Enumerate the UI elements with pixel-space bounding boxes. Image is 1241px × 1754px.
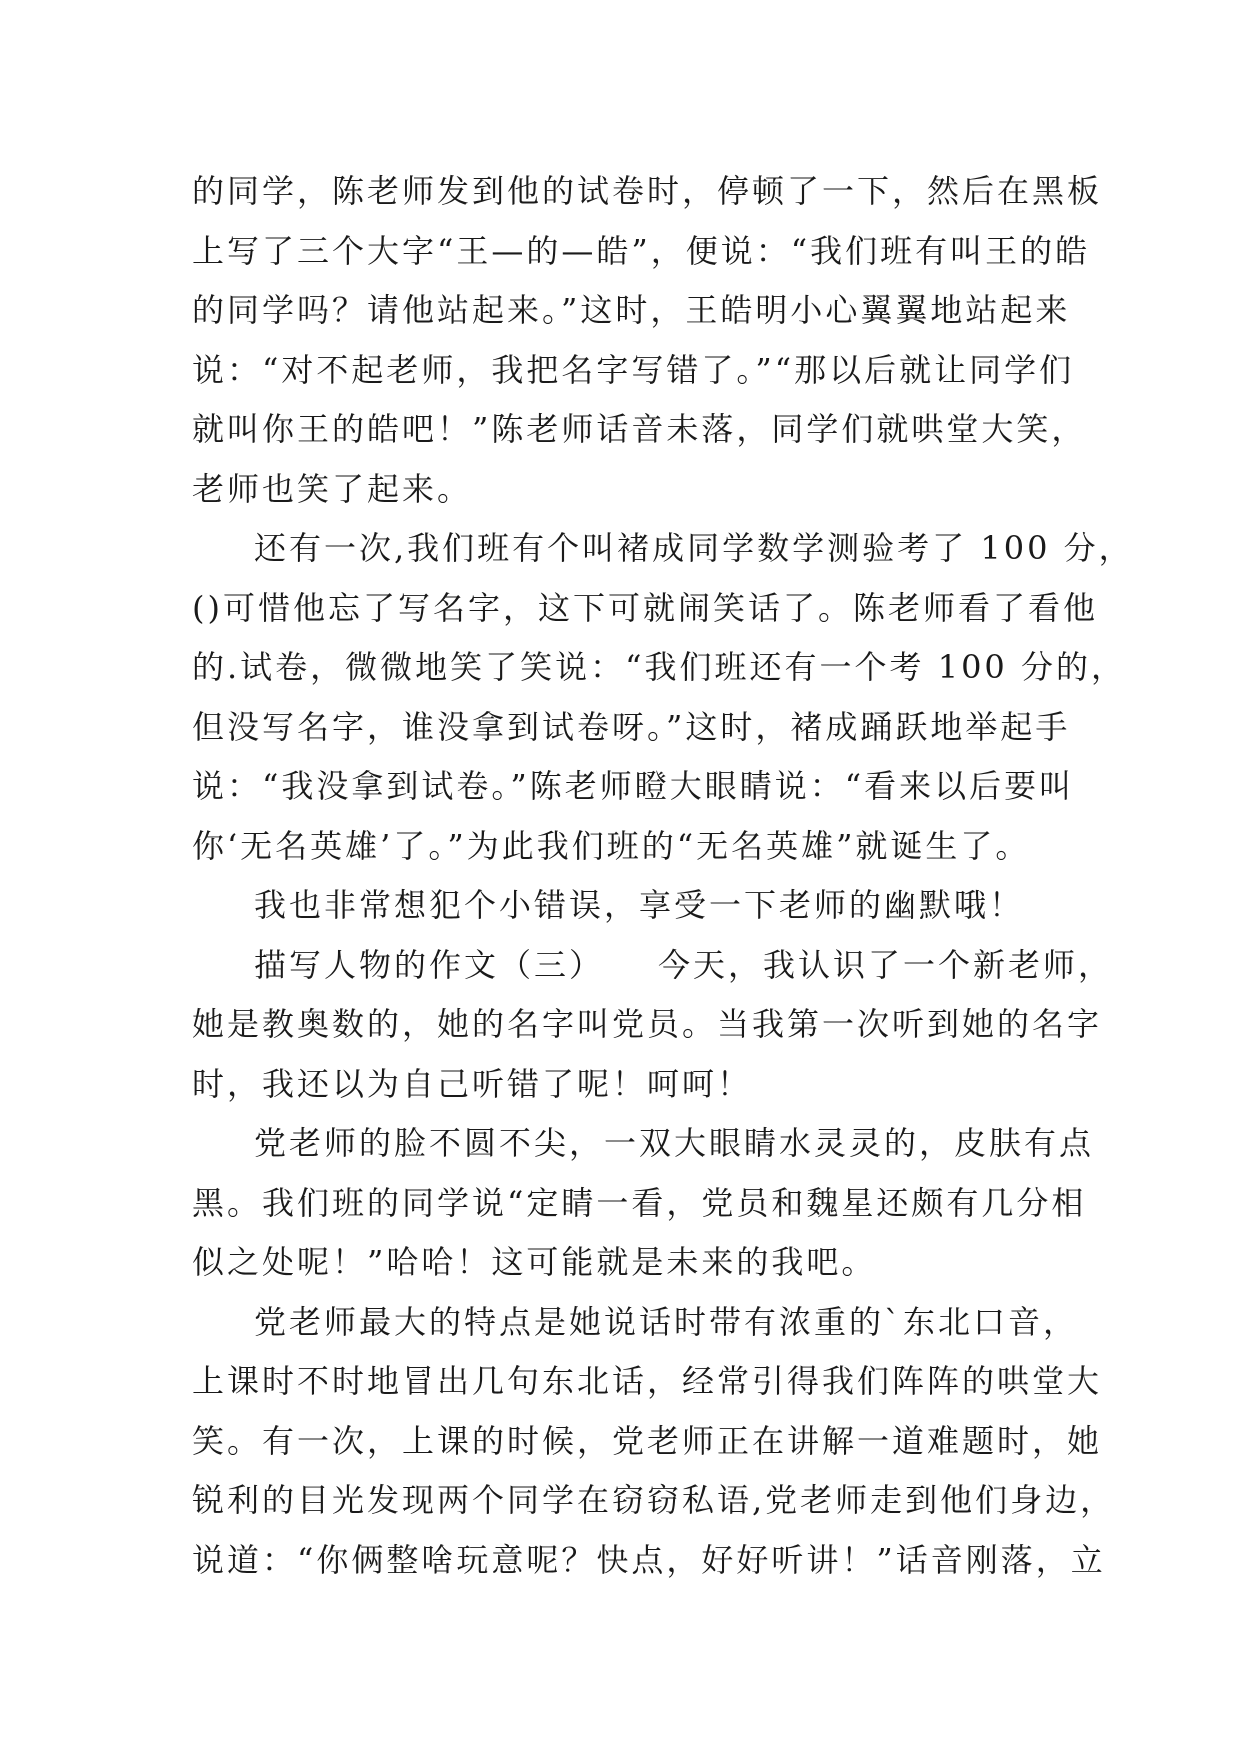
- text-line: 说：“我没拿到试卷。”陈老师瞪大眼睛说：“看来以后要叫: [192, 767, 1075, 805]
- paragraph-first-line: 我也非常想犯个小错误，享受一下老师的幽默哦！: [254, 886, 1025, 924]
- text-line: 笑。有一次，上课的时候，党老师正在讲解一道难题时，她: [192, 1421, 1103, 1460]
- text-line: 但没写名字，谁没拿到试卷呀。”这时，褚成踊跃地举起手: [192, 707, 1071, 746]
- text-line: 似之处呢！”哈哈！这可能就是未来的我吧。: [192, 1243, 877, 1281]
- paragraph-first-line: 党老师最大的特点是她说话时带有浓重的`东北口音，: [254, 1302, 1079, 1341]
- text-line: 她是教奥数的，她的名字叫党员。当我第一次听到她的名字: [192, 1005, 1103, 1043]
- text-line: 老师也笑了起来。: [192, 469, 473, 508]
- text-line: 就叫你王的皓吧！”陈老师话音未落，同学们就哄堂大笑，: [192, 410, 1087, 448]
- text-line: 锐利的目光发现两个同学在窃窃私语,党老师走到他们身边，: [192, 1481, 1116, 1519]
- text-line: ()可惜他忘了写名字，这下可就闹笑话了。陈老师看了看他: [192, 588, 1098, 627]
- text-line: 说道：“你俩整啥玩意呢？快点，好好听讲！”话音刚落，立: [192, 1540, 1106, 1579]
- text-line: 黑。我们班的同学说“定睛一看，党员和魏星还颇有几分相: [192, 1183, 1087, 1222]
- text-line: 的同学吗？请他站起来。”这时，王皓明小心翼翼地站起来: [192, 291, 1071, 329]
- document-body: [192, 162, 1134, 1590]
- text-line: 说：“对不起老师，我把名字写错了。”“那以后就让同学们: [192, 350, 1075, 389]
- paragraph-first-line: 还有一次,我们班有个叫褚成同学数学测验考了 100 分，: [254, 529, 1134, 567]
- text-line: 上写了三个大字“王—的—皓”，便说：“我们班有叫王的皓: [192, 231, 1091, 270]
- text-line: 时，我还以为自己听错了呢！呵呵！: [192, 1064, 753, 1103]
- text-line: 的.试卷，微微地笑了笑说：“我们班还有一个考 100 分的，: [192, 648, 1126, 686]
- text-line: 上课时不时地冒出几句东北话，经常引得我们阵阵的哄堂大: [192, 1362, 1103, 1400]
- section-heading-line: 描写人物的作文（三） 今天，我认识了一个新老师，: [254, 945, 1114, 984]
- paragraph-first-line: 党老师的脸不圆不尖，一双大眼睛水灵灵的，皮肤有点: [254, 1124, 1095, 1162]
- text-line: 你‘无名英雄’了。”为此我们班的“无名英雄”就诞生了。: [192, 826, 1031, 865]
- text-line: 的同学，陈老师发到他的试卷时，停顿了一下，然后在黑板: [192, 172, 1103, 210]
